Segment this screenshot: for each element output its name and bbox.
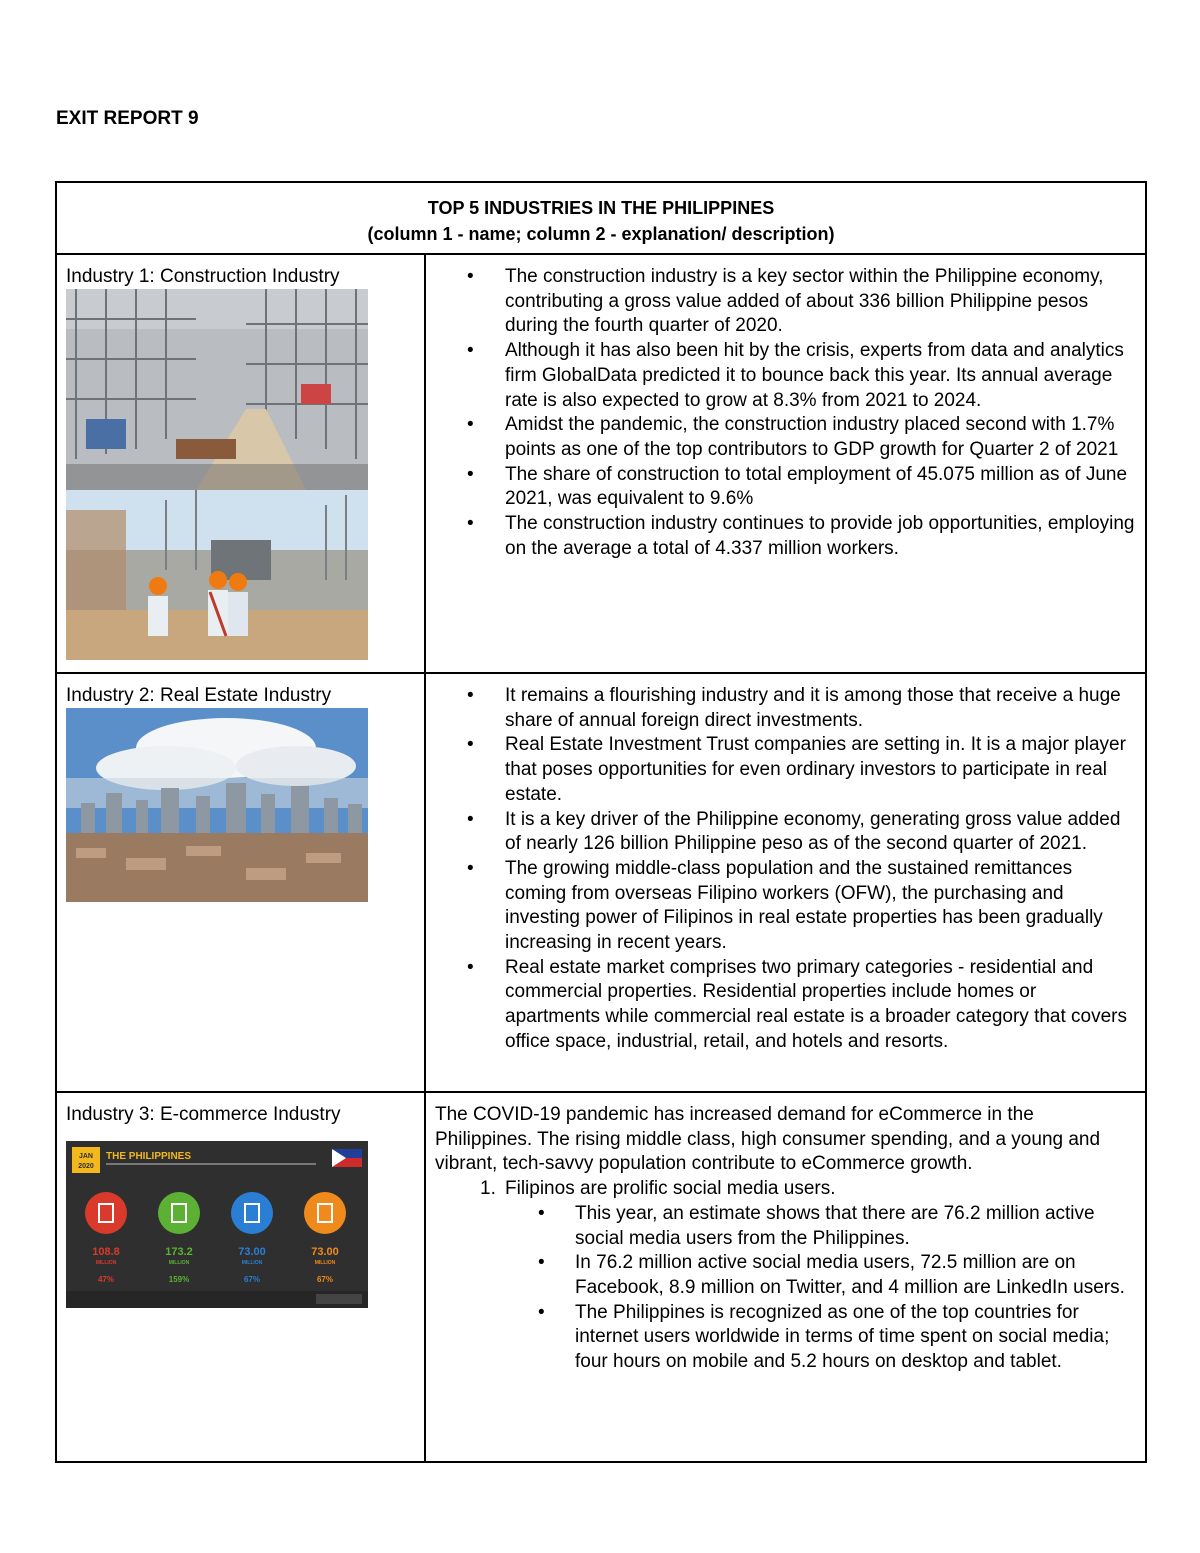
list-item: • The construction industry continues to provide job opportunities, employing on the average a total of 4.337 million workers. (505, 512, 1135, 561)
industry-description-cell (425, 673, 1146, 1092)
list-item: • Real Estate Investment Trust companies are setting in. It is a major player that poses opportunities for even ordinary investors to participate in real estate. (505, 733, 1135, 807)
list-item: • Although it has also been hit by the crisis, experts from data and analytics firm GlobalData predicted it to bounce back this year. Its annual average rate is also expected to grow at 8.3% from 2021 to 2024. (505, 339, 1135, 413)
badge-year: 2020 (78, 1163, 94, 1170)
list-number: 1. (480, 1178, 496, 1200)
list-item: • This year, an estimate shows that there are 76.2 million active social media users from the Philippines. (575, 1202, 1135, 1251)
stat-value: 73.00 (311, 1246, 339, 1258)
list-item: • The share of construction to total employment of 45.075 million as of June 2021, was equivalent to 9.6% (505, 463, 1135, 512)
list-item: • Amidst the pandemic, the construction industry placed second with 1.7% points as one of the top contributors to GDP growth for Quarter 2 of 2021 (505, 413, 1135, 462)
table-row (56, 1092, 1146, 1462)
infographic-title: THE PHILIPPINES (106, 1151, 192, 1162)
industry-name-cell (56, 673, 425, 1092)
table-header-subtitle: (column 1 - name; column 2 - explanation/ description) (367, 224, 835, 244)
industry-name: Industry 2: Real Estate Industry (66, 685, 332, 706)
report-title: EXIT REPORT 9 (56, 108, 199, 129)
bullet-list (435, 684, 1135, 1055)
stat-unit: MILLION (314, 1260, 336, 1266)
philippine-flag-icon (332, 1149, 362, 1167)
chat-bubble-icon (304, 1192, 346, 1234)
list-item-text: Filipinos are prolific social media users. (505, 1178, 836, 1200)
list-item: • Real estate market comprises two primary categories - residential and commercial properties. Residential properties include homes or apartments while commercial real estate is a broader category that covers office space, industrial, retail, and hotels and resorts. (505, 956, 1135, 1055)
stat-unit: MILLION (95, 1260, 117, 1266)
table-header-row (56, 182, 1146, 254)
badge-month: JAN (78, 1153, 94, 1160)
industry-name-cell (56, 1092, 425, 1462)
city-skyline-image (66, 708, 368, 902)
industry-description-cell (425, 254, 1146, 673)
industry-name-cell (56, 254, 425, 673)
table-row (56, 254, 1146, 673)
list-item: • It is a key driver of the Philippine economy, generating gross value added of nearly 126 billion Philippine peso as of the second quarter of 2021. (505, 808, 1135, 857)
construction-workers-image (66, 490, 368, 660)
globe-icon (231, 1192, 273, 1234)
table-row (56, 673, 1146, 1092)
list-item: • The construction industry is a key sector within the Philippine economy, contributing a gross value added of about 336 billion Philippine pesos during the fourth quarter of 2020. (505, 265, 1135, 339)
stat-unit: MILLION (241, 1260, 263, 1266)
sub-bullet-list (505, 1202, 1135, 1375)
mobile-phone-icon (158, 1192, 200, 1234)
list-item: • The Philippines is recognized as one of the top countries for internet users worldwide in terms of time spent on social media; four hours on mobile and 5.2 hours on desktop and tablet. (575, 1301, 1135, 1375)
numbered-list (435, 1177, 1135, 1375)
table-header (56, 182, 1146, 254)
stat-percent: 67% (243, 1275, 261, 1284)
list-item (480, 1177, 1135, 1375)
list-item: • It remains a flourishing industry and it is among those that receive a huge share of annual foreign direct investments. (505, 684, 1135, 733)
stat-value: 73.00 (238, 1246, 266, 1258)
stat-percent: 47% (97, 1275, 115, 1284)
stat-unit: MILLION (168, 1260, 190, 1266)
list-item: • The growing middle-class population and the sustained remittances coming from overseas Filipino workers (OFW), the purchasing and investing power of Filipinos in real estate properties has been gradually increasing in recent years. (505, 857, 1135, 956)
list-item: • In 76.2 million active social media users, 72.5 million are on Facebook, 8.9 million on Twitter, and 4 million are LinkedIn users. (575, 1251, 1135, 1300)
industry-description-cell (425, 1092, 1146, 1462)
industry-name: Industry 3: E-commerce Industry (66, 1104, 341, 1125)
stat-percent: 67% (316, 1275, 334, 1284)
construction-scaffold-image (66, 289, 368, 490)
stat-value: 173.2 (165, 1246, 193, 1258)
bullet-list (435, 265, 1135, 561)
table-header-title: TOP 5 INDUSTRIES IN THE PHILIPPINES (427, 198, 775, 218)
stat-percent: 159% (168, 1275, 190, 1284)
industries-table (55, 181, 1147, 1463)
people-icon (85, 1192, 127, 1234)
industry-name: Industry 1: Construction Industry (66, 266, 340, 287)
philippines-digital-infographic (66, 1141, 368, 1308)
stat-value: 108.8 (92, 1246, 120, 1258)
intro-paragraph: The COVID-19 pandemic has increased demand for eCommerce in the Philippines. The rising middle class, high consumer spending, and a young and vibrant, tech-savvy population contribute to eCommerce growth. (435, 1104, 1101, 1175)
